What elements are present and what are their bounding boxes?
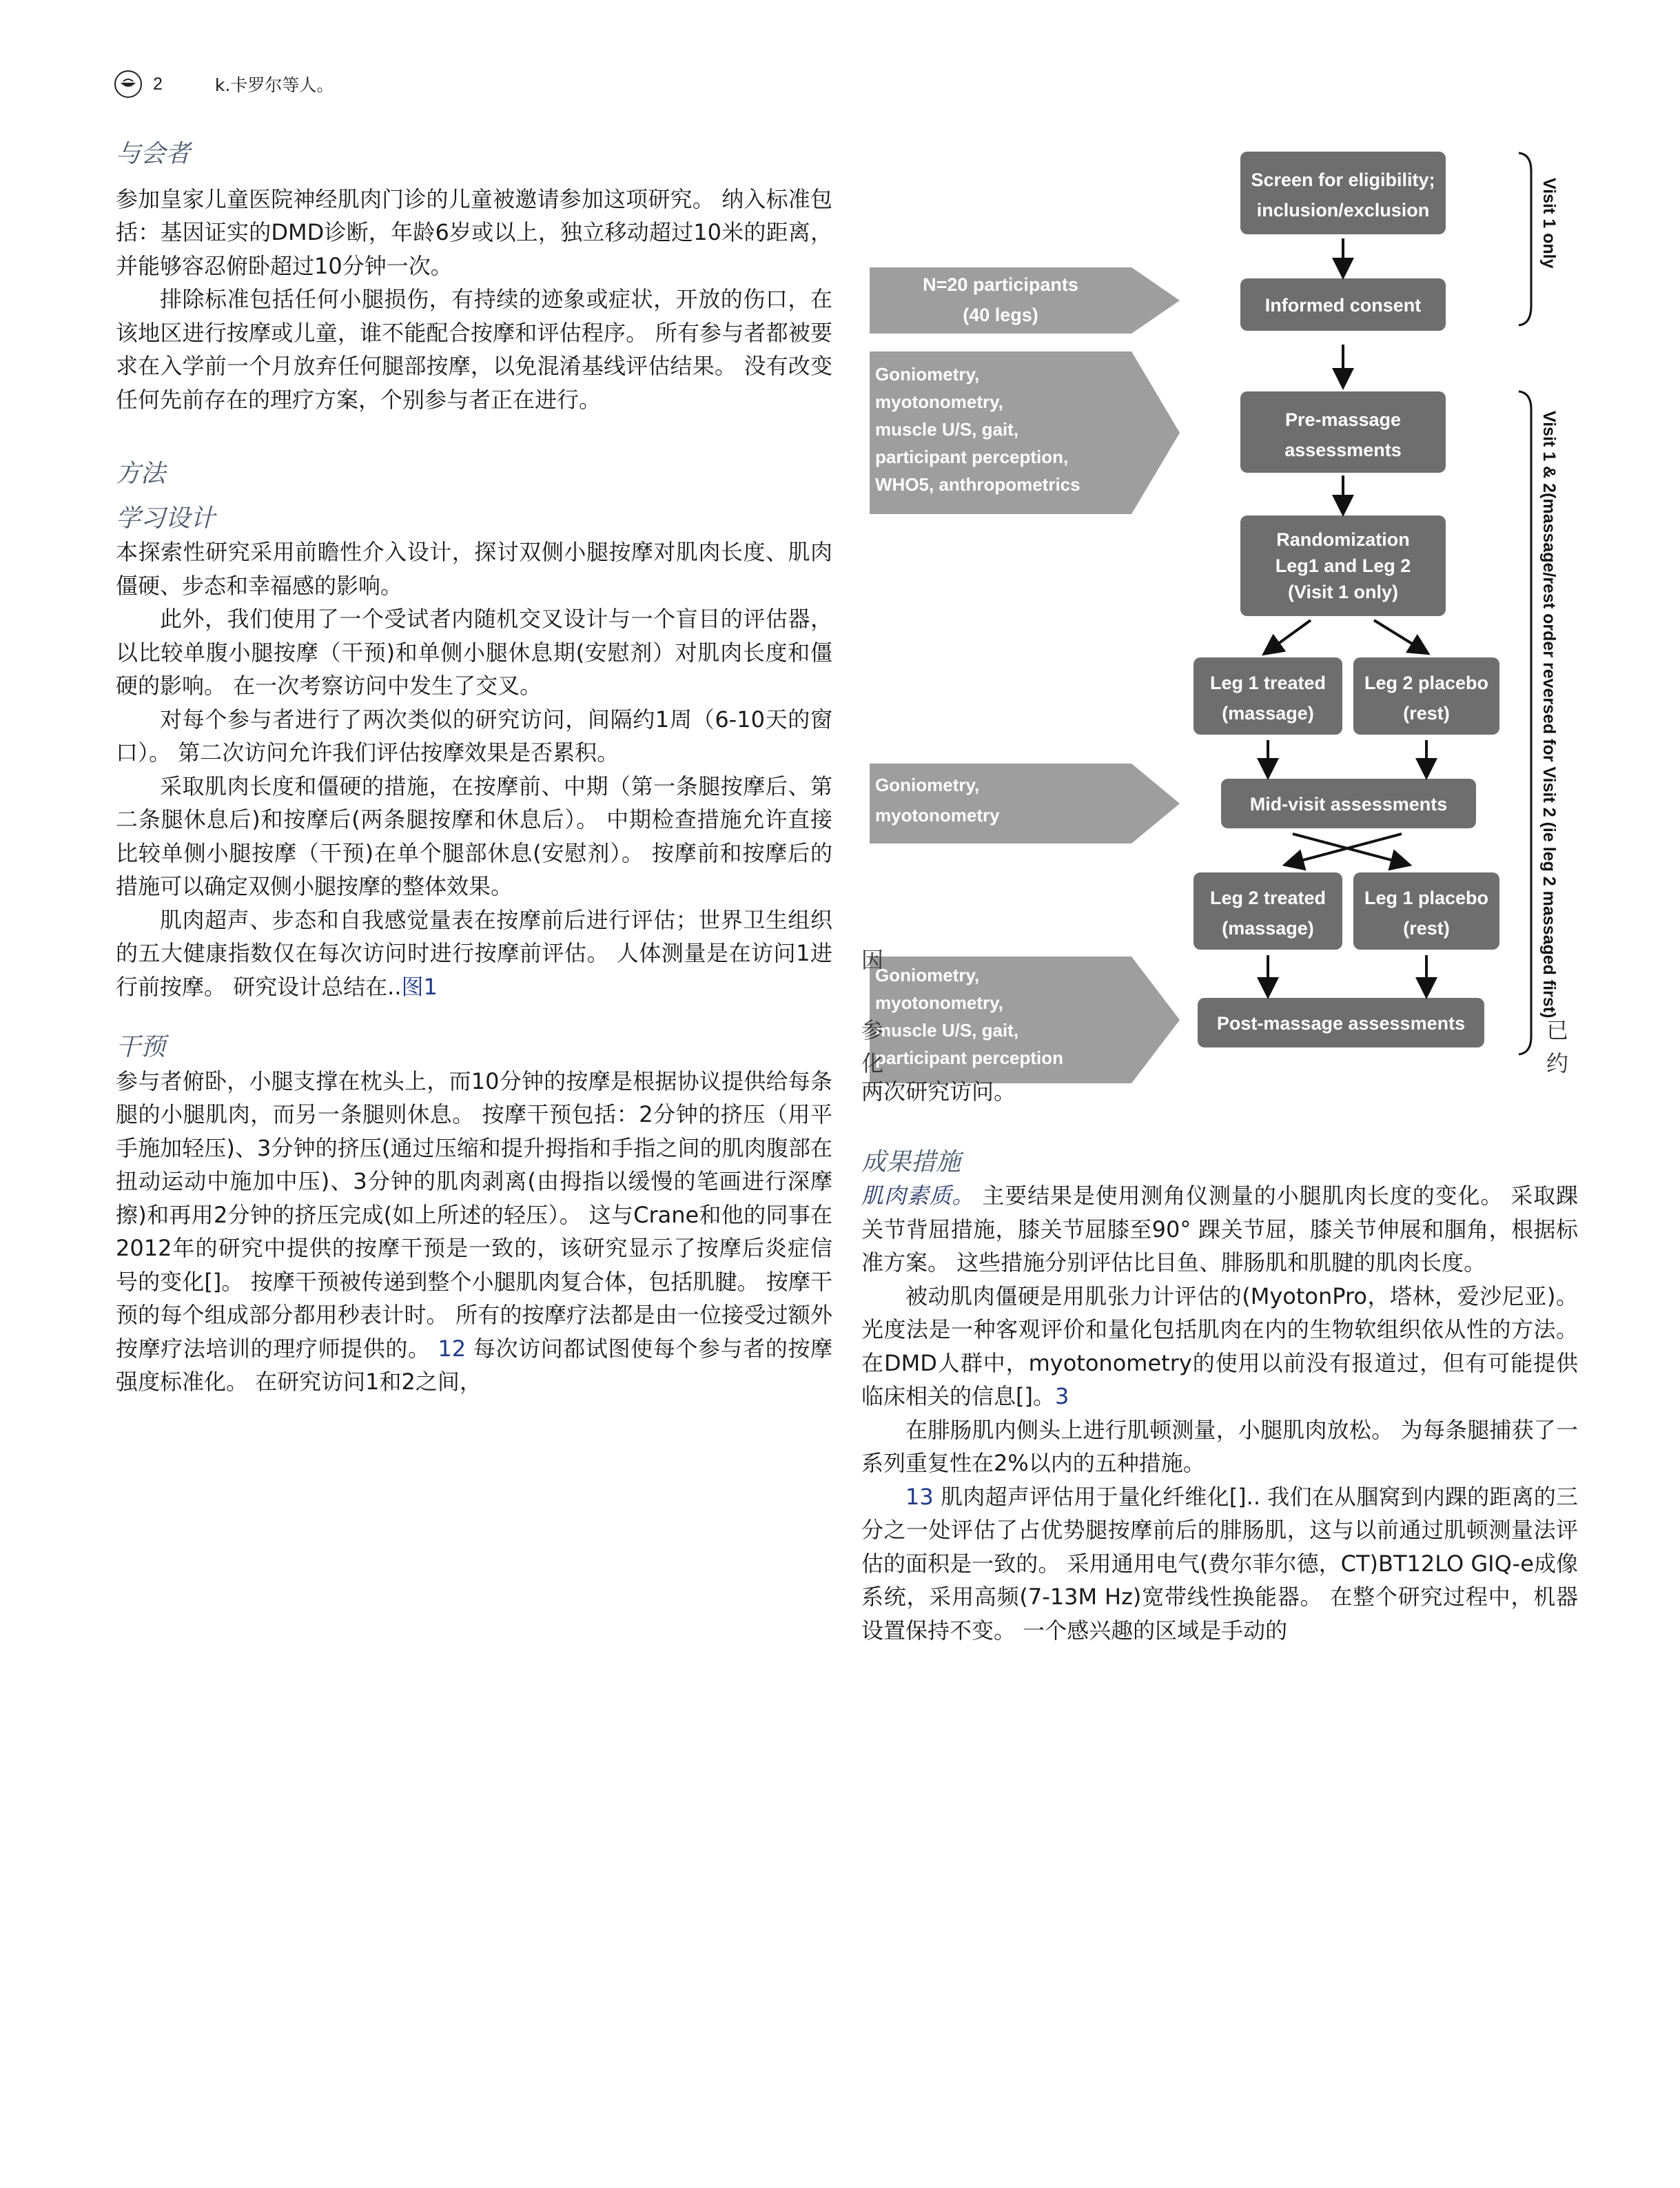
box-screen-eligibility	[1240, 152, 1446, 234]
muscle-paragraph-2	[861, 1280, 1578, 1413]
svg-text:myotonometry: myotonometry	[875, 805, 1000, 826]
svg-text:(40 legs): (40 legs)	[963, 305, 1038, 325]
svg-text:muscle U/S, gait,: muscle U/S, gait,	[875, 1020, 1019, 1041]
bracket-label-visit-1: Visit 1 only	[1539, 178, 1559, 269]
study-design-heading: 学习设计	[116, 504, 216, 533]
methods-heading: 方法	[116, 460, 166, 488]
box-mid-visit	[1221, 779, 1476, 828]
svg-text:Leg 1 placebo: Leg 1 placebo	[1364, 888, 1489, 908]
participants-paragraph-2: 排除标准包括任何小腿损伤，有持续的迹象或症状，开放的伤口，在该地区进行按摩或儿童，谁不能配合按摩和评估程序。 所有参与者都被要求在入学前一个月放弃任何腿部按摩，以免混淆基线评估结果。 没有改变任何先前存在的理疗方案，个别参与者正在进行。	[116, 286, 832, 413]
muscle-paragraph-3: 在腓肠肌内侧头上进行肌顿测量，小腿肌肉放松。 为每条腿捕获了一系列重复性在2%以内的五种措施。	[861, 1416, 1578, 1476]
svg-text:(rest): (rest)	[1403, 918, 1450, 939]
bracket-label-visit-1-2: Visit 1 & 2(massage/rest order reversed for Visit 2 (ie leg 2 massaged first)	[1539, 411, 1559, 1019]
caption-fragment: 参	[861, 1017, 884, 1043]
muscle-properties-heading: 肌肉素质。	[861, 1183, 975, 1209]
box-leg1-treated	[1194, 657, 1342, 735]
svg-text:(rest): (rest)	[1403, 703, 1450, 724]
caption-fragment: 约	[1546, 1050, 1569, 1076]
svg-text:(Visit 1 only): (Visit 1 only)	[1287, 582, 1399, 602]
arrow-shape-participants	[870, 267, 1180, 334]
svg-text:Pre-massage: Pre-massage	[1284, 409, 1402, 430]
svg-text:Informed consent: Informed consent	[1264, 295, 1422, 316]
intervention-text: 参与者俯卧，小腿支撑在枕头上，而10分钟的按摩是根据协议提供给每条腿的小腿肌肉，而另一条腿则休息。 按摩干预包括：2分钟的挤压（用平手施加轻压)、3分钟的挤压(通过压缩和提升拇指和手指之间的肌肉腹部在扭动运动中施加中压)、3分钟的肌肉剥离(由拇指以缓慢的笔画进行深摩擦)和再用2分钟的挤压完成(如上所述的轻压）。 这与Crane和他的同事在2012年的研究中提供的按摩干预是一致的，该研究显示了按摩后炎症信号的变化[]。 按摩干预被传递到整个小腿肌肉复合体，包括肌腱。 按摩干预的每个组成部分都用秒表计时。 所有的按摩疗法都是由一位接受过额外按摩疗法培训的理疗师提供的。	[116, 1067, 832, 1362]
svg-text:N=20 participants: N=20 participants	[923, 274, 1078, 295]
arrow-shape-mid-assessments	[870, 764, 1180, 843]
caption-fragment: 已	[1546, 1017, 1569, 1043]
arrow-shape-pre-assessments	[870, 351, 1180, 514]
svg-text:myotonometry,: myotonometry,	[875, 391, 1003, 412]
svg-text:(massage): (massage)	[1222, 703, 1314, 724]
svg-text:Leg 2 treated: Leg 2 treated	[1209, 888, 1326, 908]
svg-text:Goniometry,: Goniometry,	[875, 364, 980, 385]
svg-text:muscle U/S, gait,: muscle U/S, gait,	[875, 419, 1019, 440]
right-column	[861, 1075, 1578, 1647]
page-number: 2	[153, 74, 163, 94]
svg-text:Goniometry,: Goniometry,	[875, 965, 980, 985]
muscle-paragraph-2-text: 被动肌肉僵硬是用肌张力计评估的(MyotonPro，塔林，爱沙尼亚)。 光度法是一种客观评价和量化包括肌肉在内的生物软组织依从性的方法。 在DMD人群中，myotonometry的使用以前没有报道过，但有可能提供临床相关的信息[]。	[861, 1282, 1578, 1409]
running-head: k.卡罗尔等人。	[214, 75, 334, 95]
design-paragraph-1: 本探索性研究采用前瞻性介入设计，探讨双侧小腿按摩对肌肉长度、肌肉僵硬、步态和幸福感的影响。	[116, 539, 832, 599]
svg-text:Post-massage assessments: Post-massage assessments	[1216, 1013, 1466, 1034]
svg-text:Mid-visit assessments: Mid-visit assessments	[1249, 794, 1448, 815]
svg-text:assessments: assessments	[1284, 440, 1402, 460]
page-header	[114, 69, 334, 99]
design-paragraph-4: 采取肌肉长度和僵硬的措施，在按摩前、中期（第一条腿按摩后、第二条腿休息后)和按摩后(两条腿按摩和休息后）。 中期检查措施允许直接比较单侧小腿按摩（干预)在单个腿部休息(安慰剂）。 按摩前和按摩后的措施可以确定双侧小腿按摩的整体效果。	[116, 773, 832, 899]
bracket-visit-1-2	[1519, 391, 1531, 1054]
design-paragraph-5-text: 肌肉超声、步态和自我感觉量表在按摩前后进行评估；世界卫生组织的五大健康指数仅在每次访问时进行按摩前评估。 人体测量是在访问1进行前按摩。 研究设计总结在..	[116, 906, 832, 1000]
design-paragraph-3: 对每个参与者进行了两次类似的研究访问，间隔约1周（6-10天的窗口）。 第二次访问允许我们评估按摩效果是否累积。	[116, 706, 832, 766]
study-design-flowchart	[870, 143, 1579, 1094]
participants-paragraph-1: 参加皇家儿童医院神经肌肉门诊的儿童被邀请参加这项研究。 纳入标准包括：基因证实的DMD诊断，年龄6岁或以上，独立移动超过10米的距离，并能够容忍俯卧超过10分钟一次。	[116, 185, 832, 279]
left-column	[116, 138, 832, 1399]
bracket-visit-1	[1519, 153, 1531, 325]
svg-text:participant perception: participant perception	[875, 1047, 1064, 1068]
svg-text:Leg1 and Leg 2: Leg1 and Leg 2	[1275, 555, 1411, 576]
svg-text:Leg 2 placebo: Leg 2 placebo	[1364, 673, 1489, 693]
caption-fragment: 化	[861, 1050, 884, 1076]
intervention-paragraph	[116, 1065, 832, 1399]
muscle-paragraph-1-text: 主要结果是使用测角仪测量的小腿肌肉长度的变化。 采取踝关节背屈措施，膝关节屈膝至90° 踝关节屈，膝关节伸展和腘角，根据标准方案。 这些措施分别评估比目鱼、腓肠肌和肌腱的肌肉长度。	[861, 1183, 1578, 1276]
reference-3-link[interactable]: 3	[1054, 1383, 1069, 1409]
intervention-text-end: 每次访问都试图使每个参与者的按摩强度标准化。 在研究访问1和2之间，	[116, 1335, 833, 1395]
svg-text:WHO5, anthropometrics: WHO5, anthropometrics	[875, 474, 1080, 495]
svg-text:Goniometry,: Goniometry,	[875, 775, 980, 795]
box-pre-massage	[1240, 391, 1446, 473]
svg-text:Screen for eligibility;: Screen for eligibility;	[1251, 170, 1435, 190]
muscle-paragraph-4	[861, 1480, 1578, 1648]
reference-12-link[interactable]: 12	[438, 1335, 467, 1362]
svg-text:participant perception,: participant perception,	[875, 447, 1069, 467]
box-leg2-placebo	[1353, 657, 1499, 735]
box-informed-consent	[1240, 278, 1446, 331]
figure-caption-tail: 两次研究访问。	[861, 1078, 1016, 1105]
box-randomization	[1240, 515, 1446, 616]
svg-text:Leg 1 treated: Leg 1 treated	[1209, 673, 1326, 693]
design-paragraph-5	[116, 903, 832, 1004]
design-paragraph-2: 此外，我们使用了一个受试者内随机交叉设计与一个盲目的评估器，以比较单腹小腿按摩（干预)和单侧小腿休息期(安慰剂）对肌肉长度和僵硬的影响。 在一次考察访问中发生了交叉。	[116, 606, 832, 699]
svg-text:inclusion/exclusion: inclusion/exclusion	[1256, 200, 1430, 221]
svg-text:(massage): (massage)	[1222, 918, 1314, 939]
box-leg2-treated	[1194, 872, 1342, 950]
reference-13-link[interactable]: 13	[905, 1483, 934, 1510]
svg-text:Randomization: Randomization	[1276, 529, 1410, 550]
box-post-massage	[1198, 998, 1484, 1047]
participants-heading: 与会者	[116, 140, 191, 168]
box-leg1-placebo	[1353, 872, 1499, 950]
figure-1-link[interactable]: 图1	[401, 973, 438, 1000]
outcome-measures-heading: 成果措施	[861, 1147, 961, 1176]
svg-text:myotonometry,: myotonometry,	[875, 992, 1003, 1013]
caption-fragment: 因	[861, 947, 884, 973]
journal-logo-icon	[114, 70, 142, 98]
intervention-heading: 干预	[116, 1033, 166, 1061]
arrow-shape-post-assessments	[870, 957, 1180, 1083]
muscle-paragraph-1	[861, 1179, 1578, 1280]
muscle-paragraph-4-text: 肌肉超声评估用于量化纤维化[].. 我们在从腘窝到内踝的距离的三分之一处评估了占优势腿按摩前后的腓肠肌，这与以前通过肌顿测量法评估的面积是一致的。 采用通用电气(费尔菲尔德，CT)BT12LO GIQ-e成像系统，采用高频(7-13M Hz)宽带线性换能器。 在整个研究过程中，机器设置保持不变。 一个感兴趣的区域是手动的	[861, 1483, 1578, 1644]
